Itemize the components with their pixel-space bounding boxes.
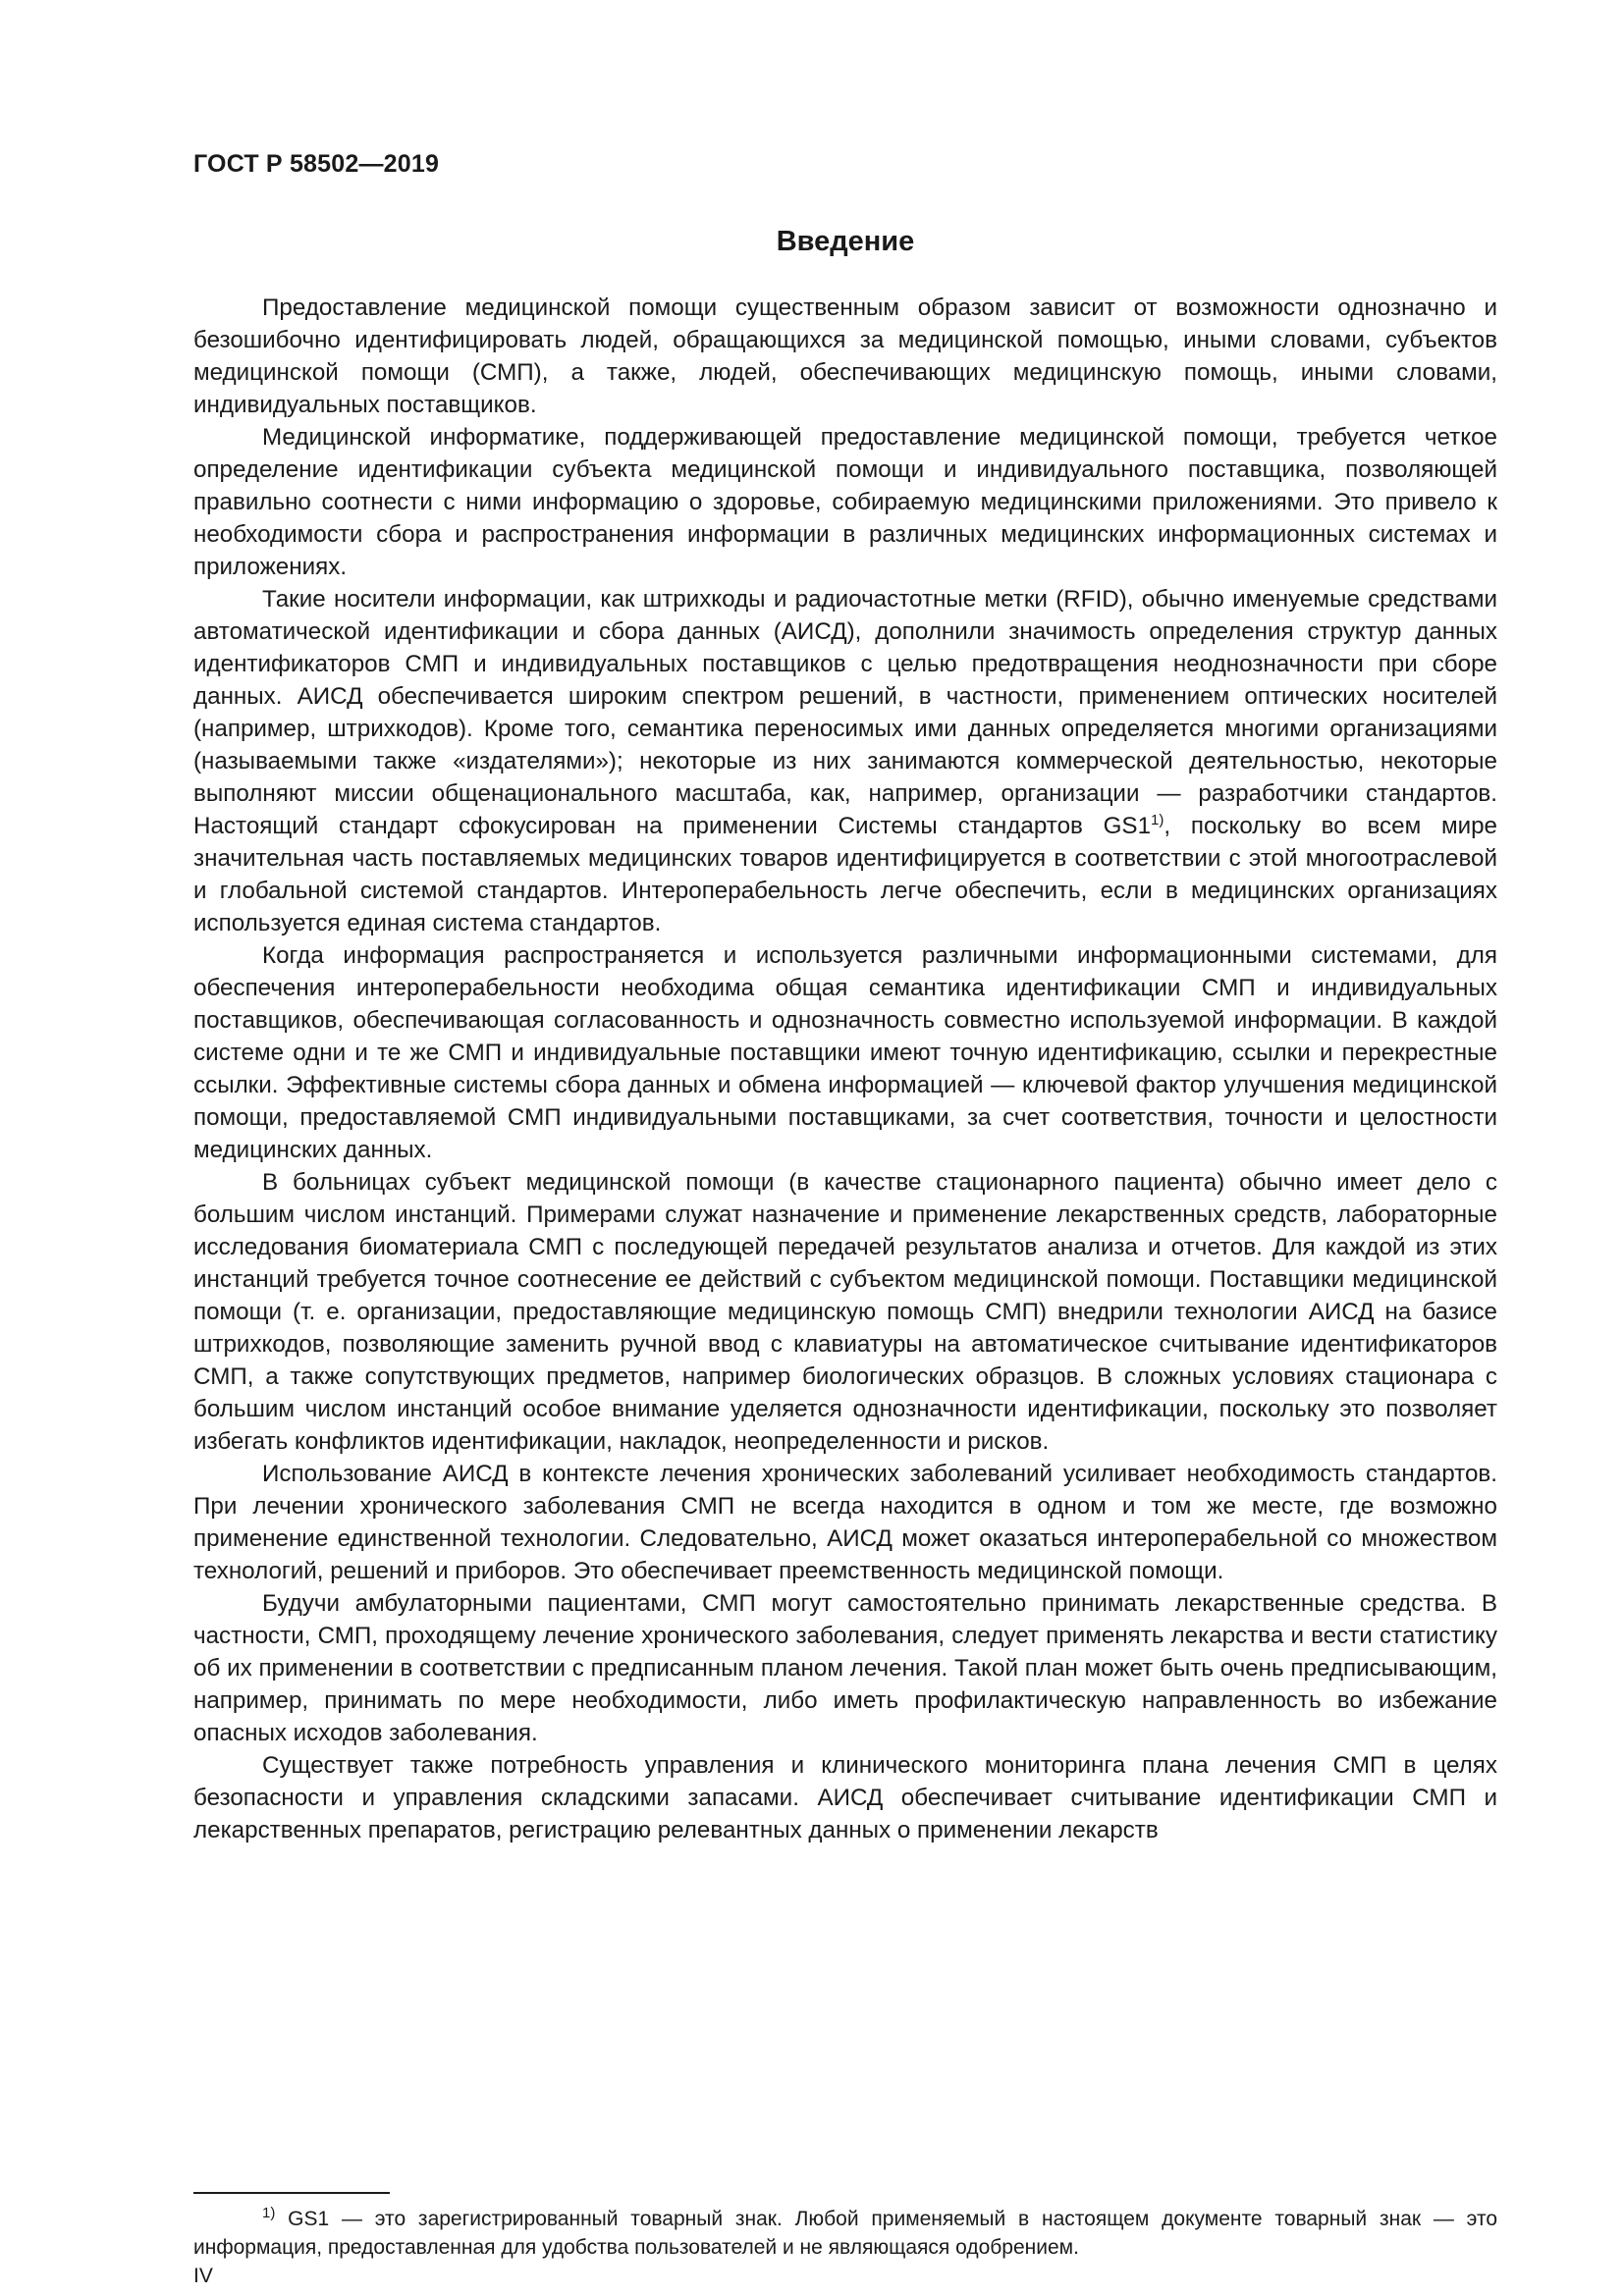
paragraph: Будучи амбулаторными пациентами, СМП могут самостоятельно принимать лекарственные средства. В частности, СМП, проходящему лечение хронического заболевания, следует применять лекарства и вести статистику об их применении в соответствии с предписанным планом лечения. Такой план может быть очень предписывающим, например, принимать по мере необходимости, либо иметь профилактическую направленность во избежание опасных исходов заболевания. — [193, 1590, 1497, 1746]
paragraph-text: Такие носители информации, как штрихкоды и радиочастотные метки (RFID), обычно именуемые средствами автоматической идентификации и сбора данных (АИСД), дополнили значимость определения структур данных идентификаторов СМП и индивидуальных поставщиков с целью предотвращения неоднозначности при сборе данных. АИСД обеспечивается широким спектром решений, в частности, применением оптических носителей (например, штрихкодов). Кроме того, семантика переносимых ими данных определяется многими организациями (называемыми также «издателями»); некоторые из них занимаются коммерческой деятельностью, некоторые выполняют миссии общенационального масштаба, как, например, организации — разработчики стандартов. Настоящий стандарт сфокусирован на применении Системы стандартов GS1 — [193, 586, 1497, 839]
paragraph-with-footnote-ref — [193, 583, 1497, 939]
body-text — [193, 292, 1497, 1846]
footnote — [193, 2205, 1497, 2262]
footnote-separator — [193, 2192, 390, 2194]
paragraph: Существует также потребность управления и клинического мониторинга плана лечения СМП в целях безопасности и управления складскими запасами. АИСД обеспечивает считывание идентификации СМП и лекарственных препаратов, регистрацию релевантных данных о применении лекарств — [193, 1752, 1497, 1843]
footnote-text: GS1 — это зарегистрированный товарный знак. Любой применяемый в настоящем документе товарный знак — это информация, предоставленная для удобства пользователей и не являющаяся одобрением. — [193, 2208, 1497, 2259]
paragraph: Медицинской информатике, поддерживающей предоставление медицинской помощи, требуется четкое определение идентификации субъекта медицинской помощи и индивидуального поставщика, позволяющей правильно соотнести с ними информацию о здоровье, собираемую медицинскими приложениями. Это привело к необходимости сбора и распространения информации в различных медицинских информационных системах и приложениях. — [193, 424, 1497, 580]
paragraph: В больницах субъект медицинской помощи (в качестве стационарного пациента) обычно имеет дело с большим числом инстанций. Примерами служат назначение и применение лекарственных средств, лабораторные исследования биоматериала СМП с последующей передачей результатов анализа и отчетов. Для каждой из этих инстанций требуется точное соотнесение ее действий с субъектом медицинской помощи. Поставщики медицинской помощи (т. е. организации, предоставляющие медицинскую помощь СМП) внедрили технологии АИСД на базисе штрихкодов, позволяющие заменить ручной ввод с клавиатуры на автоматическое считывание идентификаторов СМП, а также сопутствующих предметов, например биологических образцов. В сложных условиях стационара с большим числом инстанций особое внимание уделяется однозначности идентификации, поскольку это позволяет избегать конфликтов идентификации, накладок, неопределенности и рисков. — [193, 1169, 1497, 1455]
paragraph-text: , поскольку во всем мире значительная часть поставляемых медицинских товаров идентифицируется в соответствии с этой многоотраслевой и глобальной системой стандартов. Интероперабельность легче обеспечить, если в медицинских организациях используется единая система стандартов. — [193, 813, 1498, 936]
paragraph: Предоставление медицинской помощи существенным образом зависит от возможности однозначно и безошибочно идентифицировать людей, обращающихся за медицинской помощью, иными словами, субъектов медицинской помощи (СМП), а также, людей, обеспечивающих медицинскую помощь, иными словами, индивидуальных поставщиков. — [193, 294, 1497, 418]
footnote-reference: 1) — [1151, 811, 1164, 828]
paragraph: Когда информация распространяется и используется различными информационными системами, для обеспечения интероперабельности необходима общая семантика идентификации СМП и индивидуальных поставщиков, обеспечивающая согласованность и однозначность совместно используемой информации. В каждой системе одни и те же СМП и индивидуальные поставщики имеют точную идентификацию, ссылки и перекрестные ссылки. Эффективные системы сбора данных и обмена информацией — ключевой фактор улучшения медицинской помощи, предоставляемой СМП индивидуальными поставщиками, за счет соответствия, точности и целостности медицинских данных. — [193, 942, 1497, 1163]
document-header: ГОСТ Р 58502—2019 — [193, 150, 440, 178]
footnote-marker: 1) — [262, 2205, 276, 2221]
page-number: IV — [193, 2265, 213, 2287]
section-title: Введение — [776, 226, 915, 257]
paragraph: Использование АИСД в контексте лечения хронических заболеваний усиливает необходимость стандартов. При лечении хронического заболевания СМП не всегда находится в одном и том же месте, где возможно применение единственной технологии. Следовательно, АИСД может оказаться интероперабельной со множеством технологий, решений и приборов. Это обеспечивает преемственность медицинской помощи. — [193, 1461, 1497, 1584]
